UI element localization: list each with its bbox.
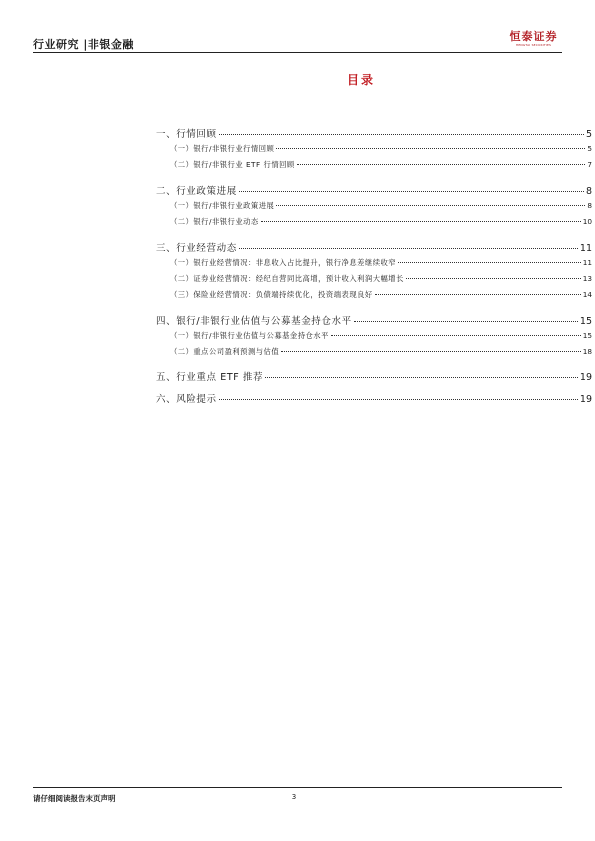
footer-disclaimer-note: 请仔细阅读报告末页声明 bbox=[33, 794, 116, 803]
toc-entry-label: （一）银行/非银行业行情回顾 bbox=[170, 144, 275, 153]
logo-subtext: HENGTAI SECURITIES bbox=[515, 43, 552, 47]
toc-entry-label: （二）证券业经营情况：经纪自营同比高增，预计收入利润大幅增长 bbox=[170, 274, 404, 283]
toc-entry[interactable] bbox=[170, 331, 592, 341]
toc-entry[interactable] bbox=[170, 290, 592, 300]
company-logo bbox=[506, 31, 561, 49]
toc-entry-page: 10 bbox=[582, 217, 592, 226]
toc-leader-dots bbox=[406, 278, 581, 279]
toc-entry-page: 15 bbox=[582, 331, 592, 340]
toc-entry[interactable] bbox=[156, 313, 592, 327]
toc-entry[interactable] bbox=[156, 391, 592, 405]
toc-entry-page: 11 bbox=[579, 243, 592, 254]
toc-entry-label: 三、行业经营动态 bbox=[156, 243, 237, 254]
toc-entry-page: 5 bbox=[585, 129, 592, 140]
toc-leader-dots bbox=[331, 335, 581, 336]
toc-entry-page: 14 bbox=[582, 290, 592, 299]
toc-leader-dots bbox=[375, 294, 581, 295]
page-number: 3 bbox=[291, 793, 297, 801]
toc-entry-page: 19 bbox=[579, 372, 592, 383]
toc-leader-dots bbox=[219, 134, 584, 135]
toc-leader-dots bbox=[276, 148, 585, 149]
toc-leader-dots bbox=[239, 248, 578, 249]
toc-leader-dots bbox=[398, 262, 581, 263]
toc-entry-page: 8 bbox=[585, 186, 592, 197]
toc-leader-dots bbox=[261, 221, 581, 222]
toc-entry-label: （二）银行/非银行业动态 bbox=[170, 217, 259, 226]
footer-divider bbox=[33, 787, 562, 788]
toc-entry[interactable] bbox=[156, 240, 592, 254]
toc-entry[interactable] bbox=[156, 369, 592, 383]
toc-entry-page: 13 bbox=[582, 274, 592, 283]
header-section-label: 行业研究 |非银金融 bbox=[33, 38, 134, 51]
toc-leader-dots bbox=[281, 351, 581, 352]
toc-entry[interactable] bbox=[170, 201, 592, 211]
toc-leader-dots bbox=[297, 164, 586, 165]
toc-entry-label: 二、行业政策进展 bbox=[156, 186, 237, 197]
toc-entry-label: 五、行业重点 ETF 推荐 bbox=[156, 372, 264, 383]
toc-entry[interactable] bbox=[170, 274, 592, 284]
toc-leader-dots bbox=[276, 205, 585, 206]
toc-leader-dots bbox=[239, 191, 584, 192]
toc-entry-label: （二）银行/非银行业 ETF 行情回顾 bbox=[170, 160, 295, 169]
header-divider bbox=[33, 52, 562, 53]
toc-entry[interactable] bbox=[170, 160, 592, 170]
toc-entry-label: 六、风险提示 bbox=[156, 394, 217, 405]
toc-entry[interactable] bbox=[170, 144, 592, 154]
toc-entry[interactable] bbox=[170, 347, 592, 357]
toc-entry-page: 18 bbox=[582, 347, 592, 356]
toc-entry[interactable] bbox=[156, 126, 592, 140]
toc-entry[interactable] bbox=[156, 183, 592, 197]
toc-leader-dots bbox=[219, 399, 578, 400]
toc-leader-dots bbox=[354, 321, 578, 322]
toc-title: 目录 bbox=[346, 73, 375, 87]
toc-entry-label: （二）重点公司盈利预测与估值 bbox=[170, 347, 280, 356]
toc-entry-page: 19 bbox=[579, 394, 592, 405]
toc-entry-label: 一、行情回顾 bbox=[156, 129, 217, 140]
toc-entry-label: 四、银行/非银行业估值与公募基金持仓水平 bbox=[156, 316, 352, 327]
toc-entry-page: 5 bbox=[587, 144, 592, 153]
toc-entry[interactable] bbox=[170, 258, 592, 268]
toc-entry-label: （一）银行业经营情况：非息收入占比提升，银行净息差继续收窄 bbox=[170, 258, 397, 267]
toc-leader-dots bbox=[265, 377, 578, 378]
toc-entry-label: （一）银行/非银行业政策进展 bbox=[170, 201, 275, 210]
toc-entry-page: 15 bbox=[579, 316, 592, 327]
toc-entry-page: 8 bbox=[587, 201, 592, 210]
toc-entry-label: （三）保险业经营情况：负债端持续优化，投资端表现良好 bbox=[170, 290, 373, 299]
toc-entry-page: 7 bbox=[587, 160, 592, 169]
logo-text: 恒泰证券 bbox=[509, 30, 558, 43]
toc-entry[interactable] bbox=[170, 217, 592, 227]
toc-entry-label: （一）银行/非银行业估值与公募基金持仓水平 bbox=[170, 331, 329, 340]
toc-entry-page: 11 bbox=[582, 258, 592, 267]
